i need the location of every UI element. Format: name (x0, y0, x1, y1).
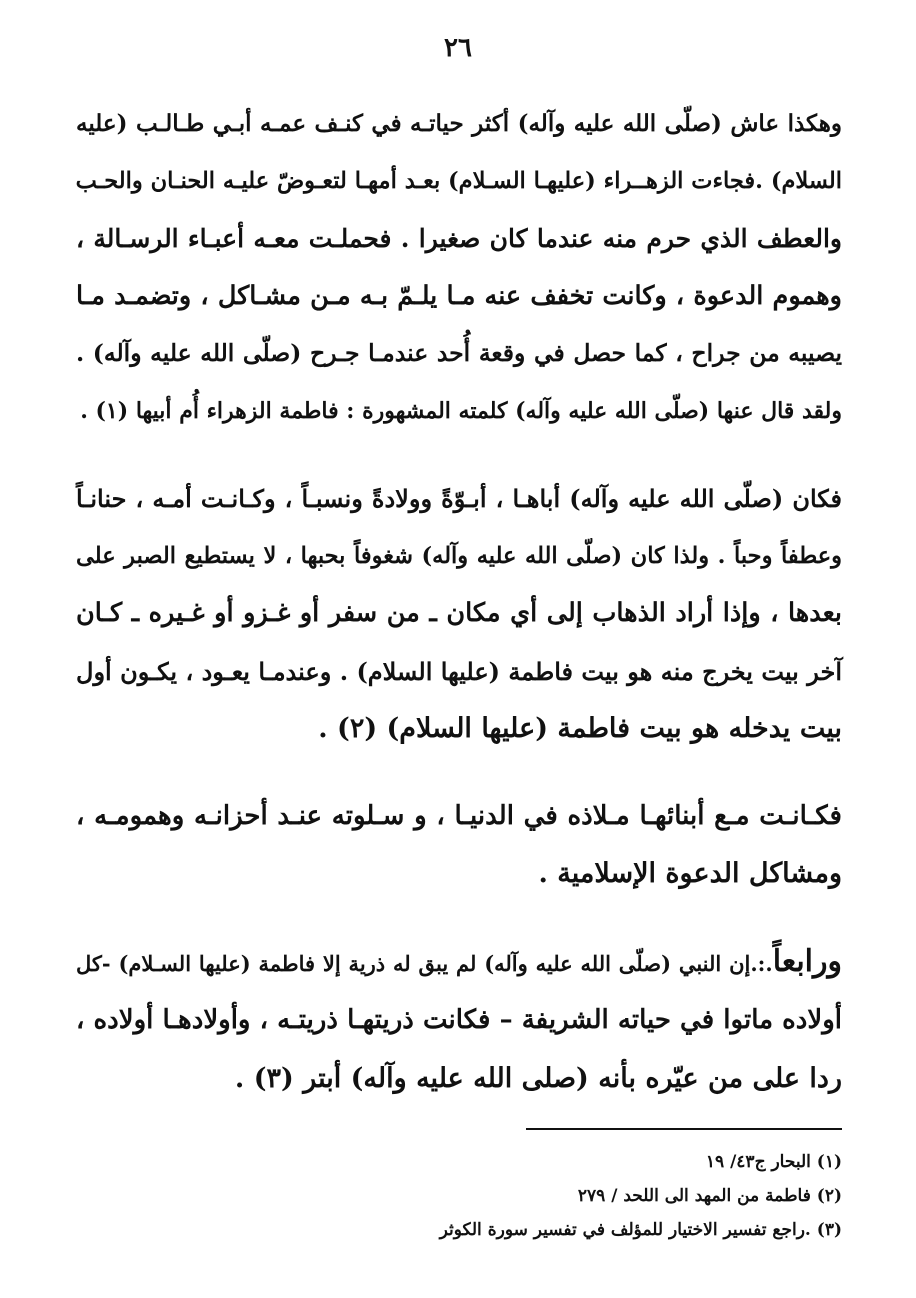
body-text (76, 95, 842, 1107)
footnote-separator (526, 1128, 842, 1130)
text-line: ومشاكل الدعوة الإسلامية . (538, 858, 842, 889)
paragraph-3 (76, 788, 842, 903)
text-line: بعدها ، وإذا أراد الذهاب إلى أي مكان ـ من سفر أو غـزو أو غـيره ـ كـان (76, 598, 842, 628)
text-line: ولقد قال عنها (صلّى الله عليه وآله) كلمته المشهورة : فاطمة الزهراء أُم أبيها (١) . (80, 397, 842, 424)
paragraph-4 (76, 933, 842, 1108)
text-line: وهكذا عاش (صلّى الله عليه وآله) أكثر حياتـه في كنـف عمـه أبـي طـالـب (عليه (76, 110, 842, 137)
footnote-1: (١) البحار ج٤٣/ ١٩ (705, 1152, 842, 1172)
text-line: فكـانـت مـع أبنائهـا مـلاذه في الدنيـا ، و سـلوته عنـد أحزانـه وهمومـه ، (76, 800, 842, 831)
lead-word: ورابعاً (772, 943, 842, 979)
paragraph-1 (76, 95, 842, 440)
text-line: والعطف الذي حرم منه عندما كان صغيرا . فحملـت معـه أعبـاء الرسـالة ، (76, 224, 842, 253)
footnote-2: (٢) فاطمة من المهد الى اللحد / ٢٧٩ (577, 1186, 842, 1206)
text-line: آخر بيت يخرج منه هو بيت فاطمة (عليها السلام) . وعندمـا يعـود ، يكـون أول (76, 656, 842, 686)
text-line: ردا على من عيّره بأنه (صلى الله عليه وآله) أبتر (٣) . (234, 1062, 842, 1094)
text-line-rest: .:.إن النبي (صلّى الله عليه وآله) لم يبق له ذرية إلا فاطمة (عليها السـلام) -كل (76, 950, 773, 976)
text-line: وهموم الدعوة ، وكانت تخفف عنه مـا يلـمّ بـه مـن مشـاكل ، وتضمـد مـا (76, 280, 842, 311)
footnotes (76, 1145, 842, 1247)
page-number: ٢٦ (444, 33, 472, 63)
text-line-with-lead (76, 933, 842, 993)
text-line: السلام) .فجاءت الزهــراء (عليهـا السـلام) بعـد أمهـا لتعـوضّ عليـه الحنـان والحـب (75, 167, 842, 194)
text-line: أولاده ماتوا في حياته الشريفة – فكانت ذريتهـا ذريتـه ، وأولادهـا أولاده ، (76, 1005, 842, 1035)
paragraph-2 (76, 470, 842, 758)
text-line: فكان (صلّى الله عليه وآله) أباهـا ، أبـوّةً وولادةً ونسبـاً ، وكـانـت أمـه ، حنانـاً (76, 484, 842, 513)
footnote-3: (٣) .راجع تفسير الاختيار للمؤلف في تفسير سورة الكوثر (439, 1220, 842, 1240)
text-line: بيت يدخله هو بيت فاطمة (عليها السلام) (٢) . (318, 713, 842, 744)
text-line: وعطفاً وحباً . ولذا كان (صلّى الله عليه وآله) شغوفاً بحبها ، لا يستطيع الصبر على (76, 542, 842, 569)
text-line: يصيبه من جراح ، كما حصل في وقعة أُحد عندمـا جـرح (صلّى الله عليه وآله) . (76, 339, 842, 367)
